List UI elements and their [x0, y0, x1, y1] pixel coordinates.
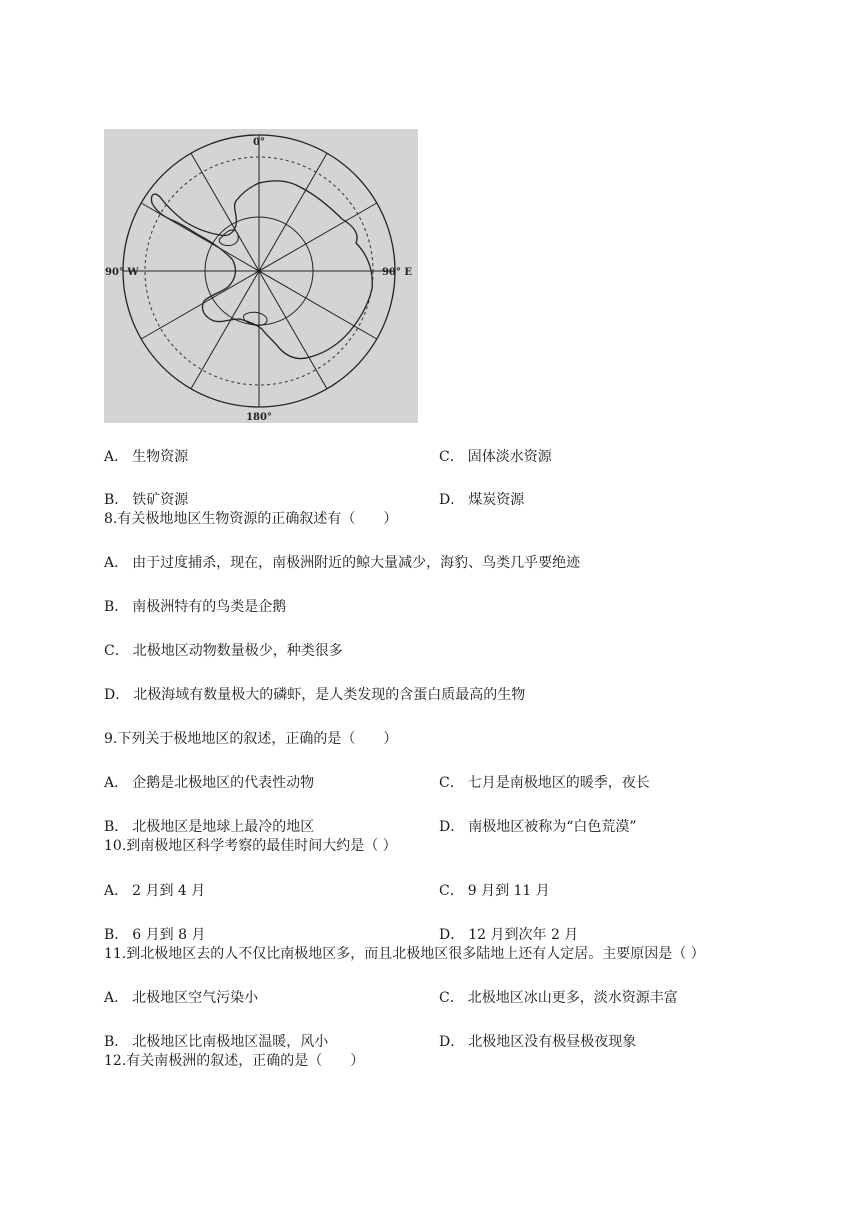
q7-option-a — [104, 449, 188, 465]
option-letter: D． — [439, 492, 465, 508]
q8-option-c — [104, 643, 343, 659]
option-letter: C． — [439, 775, 464, 791]
option-letter: A． — [104, 990, 129, 1006]
q11-option-d — [439, 1034, 636, 1050]
q8-option-b — [104, 599, 286, 615]
option-text: 生物资源 — [132, 449, 189, 465]
q8-stem: 8.有关极地地区生物资源的正确叙述有（ ） — [104, 511, 398, 527]
option-letter: A． — [104, 555, 129, 571]
q11-option-b — [104, 1034, 328, 1050]
option-text: 北极地区冰山更多，淡水资源丰富 — [467, 990, 678, 1006]
q11-option-c — [439, 990, 678, 1006]
q11-stem: 11.到北极地区去的人不仅比南极地区多，而且北极地区很多陆地上还有人定居。主要原因是（ ） — [104, 946, 705, 962]
option-text: 煤炭资源 — [468, 492, 525, 508]
q10-stem: 10.到南极地区科学考察的最佳时间大约是（ ） — [104, 838, 397, 854]
option-text: 南极洲特有的鸟类是企鹅 — [132, 599, 287, 615]
q9-option-c — [439, 775, 650, 791]
option-letter: A． — [104, 775, 129, 791]
option-text: 七月是南极地区的暖季，夜长 — [467, 775, 650, 791]
q10-option-a — [104, 883, 205, 899]
option-letter: D． — [104, 687, 130, 703]
option-text: 北极地区比南极地区温暖，风小 — [132, 1034, 329, 1050]
option-text: 北极地区是地球上最冷的地区 — [132, 819, 315, 835]
option-text: 12 月到次年 2 月 — [468, 927, 579, 943]
q7-option-c — [439, 449, 552, 465]
q9-option-a — [104, 775, 314, 791]
q11-option-a — [104, 990, 258, 1006]
q9-stem: 9.下列关于极地地区的叙述，正确的是（ ） — [104, 731, 398, 747]
option-letter: A． — [104, 883, 129, 899]
option-text: 北极地区动物数量极少，种类很多 — [132, 643, 343, 659]
option-text: 固体淡水资源 — [467, 449, 552, 465]
label-90e: 90° E — [381, 267, 412, 278]
q9-option-d — [439, 819, 637, 835]
label-0-degree: 0° — [253, 137, 265, 148]
q8-option-a — [104, 555, 580, 571]
option-letter: D． — [439, 1034, 465, 1050]
option-text: 2 月到 4 月 — [132, 883, 206, 899]
option-text: 北极海域有数量极大的磷虾，是人类发现的含蛋白质最高的生物 — [133, 687, 526, 703]
q9-option-b — [104, 819, 314, 835]
option-text: 南极地区被称为“白色荒漠” — [468, 819, 637, 835]
option-text: 由于过度捕杀，现在，南极洲附近的鲸大量减少，海豹、鸟类几乎要绝迹 — [132, 555, 581, 571]
option-letter: C． — [439, 990, 464, 1006]
option-letter: B． — [104, 927, 129, 943]
option-text: 6 月到 8 月 — [132, 927, 206, 943]
option-letter: D． — [439, 819, 465, 835]
option-text: 企鹅是北极地区的代表性动物 — [132, 775, 315, 791]
option-letter: B． — [104, 599, 129, 615]
option-letter: D． — [439, 927, 465, 943]
option-text: 铁矿资源 — [132, 492, 189, 508]
option-text: 9 月到 11 月 — [467, 883, 550, 899]
q12-stem: 12.有关南极洲的叙述，正确的是（ ） — [104, 1053, 365, 1069]
option-letter: C． — [104, 643, 129, 659]
option-letter: C． — [439, 883, 464, 899]
option-letter: B． — [104, 492, 129, 508]
q7-option-d — [439, 492, 524, 508]
q10-option-c — [439, 883, 550, 899]
option-text: 北极地区没有极昼极夜现象 — [468, 1034, 637, 1050]
option-letter: C． — [439, 449, 464, 465]
q10-option-b — [104, 927, 205, 943]
label-90w: 90° W — [105, 267, 139, 278]
label-180-degree: 180° — [246, 412, 272, 423]
option-letter: B． — [104, 1034, 129, 1050]
antarctica-polar-map — [104, 129, 418, 423]
option-letter: A． — [104, 449, 129, 465]
map-background — [104, 129, 418, 423]
option-letter: B． — [104, 819, 129, 835]
q10-option-d — [439, 927, 578, 943]
q7-option-b — [104, 492, 188, 508]
option-text: 北极地区空气污染小 — [132, 990, 259, 1006]
q8-option-d — [104, 687, 525, 703]
